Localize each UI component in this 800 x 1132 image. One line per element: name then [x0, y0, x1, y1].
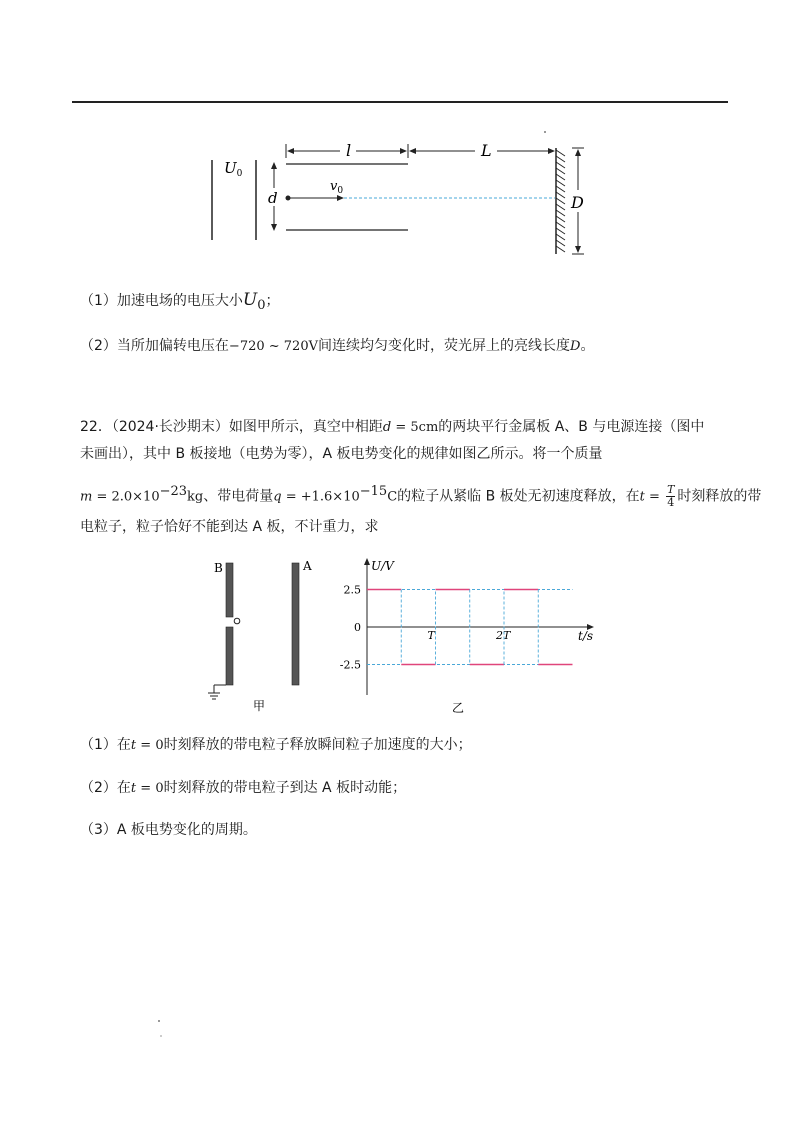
plate-B-upper: [226, 563, 233, 617]
header-rule: [72, 101, 728, 103]
x-axis-label: t/s: [578, 629, 594, 643]
x-tick-label: T: [427, 629, 435, 642]
q21-part2: （2）当所加偏转电压在−720 ~ 720V间连续均匀变化时，荧光屏上的亮线长度D。: [80, 338, 595, 354]
q22-part3: （3）A 板电势变化的周期。: [80, 822, 257, 838]
q22-line3: $m = 2.0\times 10^{-23}kg$、带电荷量$q = +1.6\times 10^{-15}C$的粒子从紧临 B 板处无初速度释放，在t = $\frac{T}{4}$ 时刻释放的带: [80, 483, 762, 510]
plate-A: [292, 563, 299, 685]
stray-dot: [544, 131, 546, 133]
q22-line2: 未画出），其中 B 板接地（电势为零），A 板电势变化的规律如图乙所示。将一个质量: [80, 446, 603, 462]
y-tick-label: 0: [354, 621, 361, 634]
voltage-chart: [340, 558, 594, 695]
q22-part1: （1）在t = 0时刻释放的带电粒子释放瞬间粒子加速度的大小；: [80, 737, 472, 753]
stray-dot-2: [158, 1020, 160, 1022]
label-A: A: [303, 559, 312, 573]
plate-B-lower: [226, 627, 233, 685]
release-point: [234, 618, 240, 624]
fraction-T-over-4: $\frac{T}{4}$: [667, 483, 675, 510]
q22-line4: 电粒子，粒子恰好不能到达 A 板，不计重力，求: [80, 519, 379, 535]
q22-part2: （2）在t = 0时刻释放的带电粒子到达 A 板时动能；: [80, 780, 407, 796]
caption-yi: 乙: [452, 701, 465, 715]
caption-jia: 甲: [253, 699, 266, 713]
y-axis-arrow: [364, 558, 370, 565]
y-tick-label: -2.5: [339, 658, 361, 672]
label-v0: $v_0$: [330, 179, 344, 196]
plates-and-voltage-figure: [200, 555, 600, 717]
deflection-diagram: [200, 126, 600, 261]
q22-line1: 22．（2024·长沙期末）如图甲所示，真空中相距d = 5cm的两块平行金属板 A、B 与电源连接（图中: [80, 419, 705, 435]
stray-dot-3: [160, 1035, 162, 1037]
x-tick-label: 2T: [496, 629, 511, 642]
d-arrow-down: [271, 224, 277, 231]
label-L: L: [481, 141, 492, 160]
label-l: l: [346, 141, 352, 160]
y-axis-label: U/V: [371, 559, 394, 573]
label-U0: $U_0$: [224, 159, 243, 179]
label-D: D: [571, 193, 584, 212]
label-d: d: [268, 189, 278, 207]
q21-part1: （1）加速电场的电压大小$U_0$；: [80, 290, 280, 313]
label-B: B: [214, 561, 223, 575]
d-arrow-up: [271, 162, 277, 169]
y-tick-label: 2.5: [343, 583, 361, 597]
